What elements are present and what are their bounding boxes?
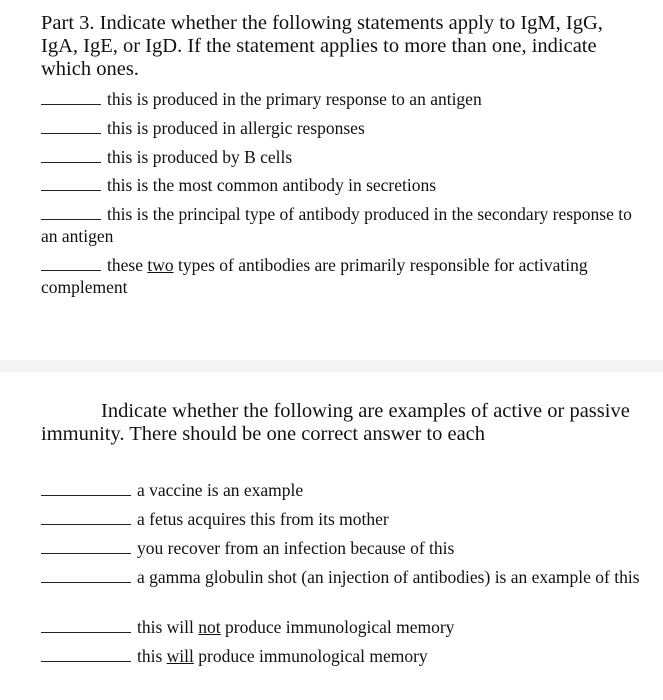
- part3-item-3: [41, 146, 641, 168]
- statement-text: this is produced in allergic responses: [107, 118, 365, 138]
- answer-blank[interactable]: [41, 552, 131, 554]
- answer-blank[interactable]: [41, 103, 101, 105]
- statement-text: this is the most common antibody in secretions: [107, 175, 437, 195]
- answer-blank[interactable]: [41, 660, 131, 662]
- statement-text: a vaccine is an example: [137, 480, 304, 500]
- part3-item-1: [41, 88, 641, 110]
- statement-text-before: this: [137, 646, 167, 666]
- answer-blank[interactable]: [41, 494, 131, 496]
- part4-item-2: [41, 508, 641, 530]
- section-divider: [0, 360, 663, 372]
- emphasized-word: will: [166, 646, 194, 666]
- answer-blank[interactable]: [41, 132, 101, 134]
- part4-item-4: [41, 566, 641, 588]
- emphasized-word: not: [198, 617, 221, 637]
- statement-text: this is the principal type of antibody produced in the secondary response to an antigen: [41, 204, 632, 246]
- statement-text: this is produced by B cells: [107, 147, 293, 167]
- answer-blank[interactable]: [41, 581, 131, 583]
- answer-blank[interactable]: [41, 218, 101, 220]
- answer-blank[interactable]: [41, 631, 131, 633]
- answer-blank[interactable]: [41, 269, 101, 271]
- statement-text: you recover from an infection because of this: [137, 538, 455, 558]
- statement-text-after: types of antibodies are primarily responsible for activating complement: [41, 255, 588, 297]
- statement-text-before: these: [107, 255, 148, 275]
- part4-section: [0, 372, 663, 700]
- statement-text: a gamma globulin shot (an injection of antibodies) is an example of this: [137, 567, 640, 587]
- part3-item-6: [41, 254, 641, 298]
- statement-text-before: this will: [137, 617, 199, 637]
- statement-text-after: produce immunological memory: [220, 617, 455, 637]
- part4-item-5: [41, 616, 641, 638]
- part4-item-1: [41, 479, 641, 501]
- statement-text: this is produced in the primary response to an antigen: [107, 89, 482, 109]
- part4-item-6: [41, 645, 641, 667]
- emphasized-word: two: [147, 255, 174, 275]
- part3-item-5: [41, 203, 641, 247]
- answer-blank[interactable]: [41, 189, 101, 191]
- part3-item-4: [41, 174, 641, 196]
- part4-item-3: [41, 537, 641, 559]
- statement-text: a fetus acquires this from its mother: [137, 509, 389, 529]
- answer-blank[interactable]: [41, 161, 101, 163]
- statement-text-after: produce immunological memory: [193, 646, 428, 666]
- part4-heading: Indicate whether the following are examples of active or passive immunity. There should be one correct answer to each: [41, 400, 630, 445]
- part3-item-2: [41, 117, 641, 139]
- answer-blank[interactable]: [41, 523, 131, 525]
- part3-heading: Part 3. Indicate whether the following statements apply to IgM, IgG, IgA, IgE, or IgD. If the statement applies to more than one, indicate which ones.: [41, 12, 603, 80]
